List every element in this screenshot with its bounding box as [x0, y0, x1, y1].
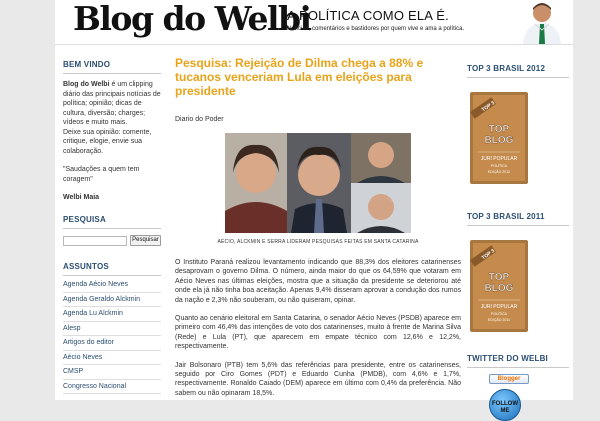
welcome-intro-bold: Blog do Welbi [63, 81, 110, 88]
assunto-link[interactable]: Agenda Aécio Neves [63, 278, 161, 293]
welcome-intro-text: é um clipping diário das principais notícias de política; opinião; dicas de cultura, diversão; charges; vídeos e muito mais. [63, 81, 161, 126]
top-blog-2011-badge[interactable] [470, 240, 528, 332]
search-button[interactable]: Pesquisar [130, 235, 161, 246]
search-title: PESQUISA [63, 215, 161, 229]
top3-2011-title: TOP 3 BRASIL 2011 [467, 212, 569, 226]
blogger-icon[interactable]: Blogger [489, 374, 529, 384]
top3-2012-title: TOP 3 BRASIL 2012 [467, 64, 569, 78]
follow-text: FOLLOW [492, 401, 518, 407]
assunto-link[interactable]: Aécio Neves [63, 351, 161, 366]
assuntos-list [63, 278, 161, 394]
badge-cat: POLÍTICA [491, 312, 507, 316]
site-subline: Notícias, comentários e bastidores por quem vive e ama a política. [287, 26, 465, 32]
right-sidebar [467, 64, 569, 421]
assunto-link[interactable]: Artigos do editor [63, 336, 161, 351]
search-input[interactable] [63, 236, 127, 246]
photo-caption: AÉCIO, ALCKMIN E SERRA LIDERAM PESQUISAS FEITAS EM SANTA CATARINA [217, 239, 419, 245]
follow-me-text: ME [500, 408, 510, 414]
page [55, 0, 573, 414]
badge-sub: JURI POPULAR [480, 304, 518, 310]
svg-text:BLOG: BLOG [484, 283, 514, 294]
site-header [55, 0, 573, 45]
assunto-link[interactable]: Agenda Geraldo Alckmin [63, 293, 161, 308]
assunto-link[interactable]: Congresso Nacional [63, 380, 161, 395]
search-widget [63, 215, 161, 246]
badge-ed: EDIÇÃO 2011 [488, 318, 510, 322]
author-photo [513, 0, 571, 44]
assunto-link[interactable]: CMSP [63, 365, 161, 380]
post-photo [225, 133, 411, 233]
svg-text:TOP: TOP [488, 272, 510, 283]
follow-me-icon[interactable] [489, 389, 521, 421]
post-title[interactable]: Pesquisa: Rejeição de Dilma chega a 88% e tucanos venceriam Lula em eleições para presidente [175, 56, 424, 98]
post-paragraph: O Instituto Paraná realizou levantamento indicando que 88,3% dos eleitores catarinenses desaprovam o governo Dilma. O número, ainda maior do que os 64,59% que votaram em Aécio Neves nas últimas eleições, mostra que a situação da presidente se deteriorou até onde ela já não tinha boa aceitação. Apenas 9,4% disseram aprovar a condução dos rumos da nação e 2,3% não souberam, ou não quiseram, opinar. [175, 259, 461, 304]
badge-sub: JURI POPULAR [480, 156, 518, 162]
post-paragraph: Jair Bolsonaro (PTB) tem 5,6% das referências para presidente, entre os catarinenses, seguido por Ciro Gomes (PDT) e Eduardo Cunha (PMDB), com 4,6% e 1,7%, respectivamente. Ronaldo Caiado (DEM) aparece em último com 0,4% da preferência. Não sabem ou não opinaram 18,5%. [175, 361, 461, 397]
assunto-link[interactable]: Alesp [63, 322, 161, 337]
site-logo[interactable]: Blog do Welbi [73, 0, 311, 38]
welcome-title: BEM VINDO [63, 60, 161, 74]
assuntos-widget [63, 262, 161, 394]
welcome-signature: Welbi Maia [63, 194, 100, 201]
svg-text:TOP: TOP [488, 124, 510, 135]
post-source: Diario do Poder [175, 116, 224, 123]
badge-top3-text: TOP 3 [480, 248, 496, 262]
site-tagline: A POLÍTICA COMO ELA É. [287, 8, 449, 23]
assunto-link[interactable]: Agenda Lu Alckmin [63, 307, 161, 322]
welcome-quote: "Saudações a quem tem coragem" [63, 166, 140, 183]
assuntos-title: ASSUNTOS [63, 262, 161, 276]
welcome-widget [63, 60, 161, 201]
post-paragraph: Quanto ao cenário eleitoral em Santa Catarina, o senador Aécio Neves (PSDB) aparece em primeiro com 46,4% das intenções de voto dos catarinenses, muito à frente de Marina Silva (Rede) e Lula (PT), que aparecem em empate técnico com 12,6% e 12,2%, respectivamente. [175, 315, 461, 351]
welcome-intro [63, 80, 161, 128]
badge-top3-text: TOP 3 [480, 100, 496, 114]
badge-cat: POLÍTICA [491, 164, 507, 168]
badge-ed: EDIÇÃO 2012 [487, 170, 511, 174]
left-sidebar [63, 60, 161, 394]
top-blog-2012-badge[interactable] [470, 92, 528, 184]
twitter-title: TWITTER DO WELBI [467, 354, 569, 368]
post-column [175, 56, 461, 398]
welcome-invite: Deixe sua opinião: comente, critique, elogie, envie sua colaboração. [63, 128, 152, 155]
svg-text:BLOG: BLOG [484, 135, 514, 146]
